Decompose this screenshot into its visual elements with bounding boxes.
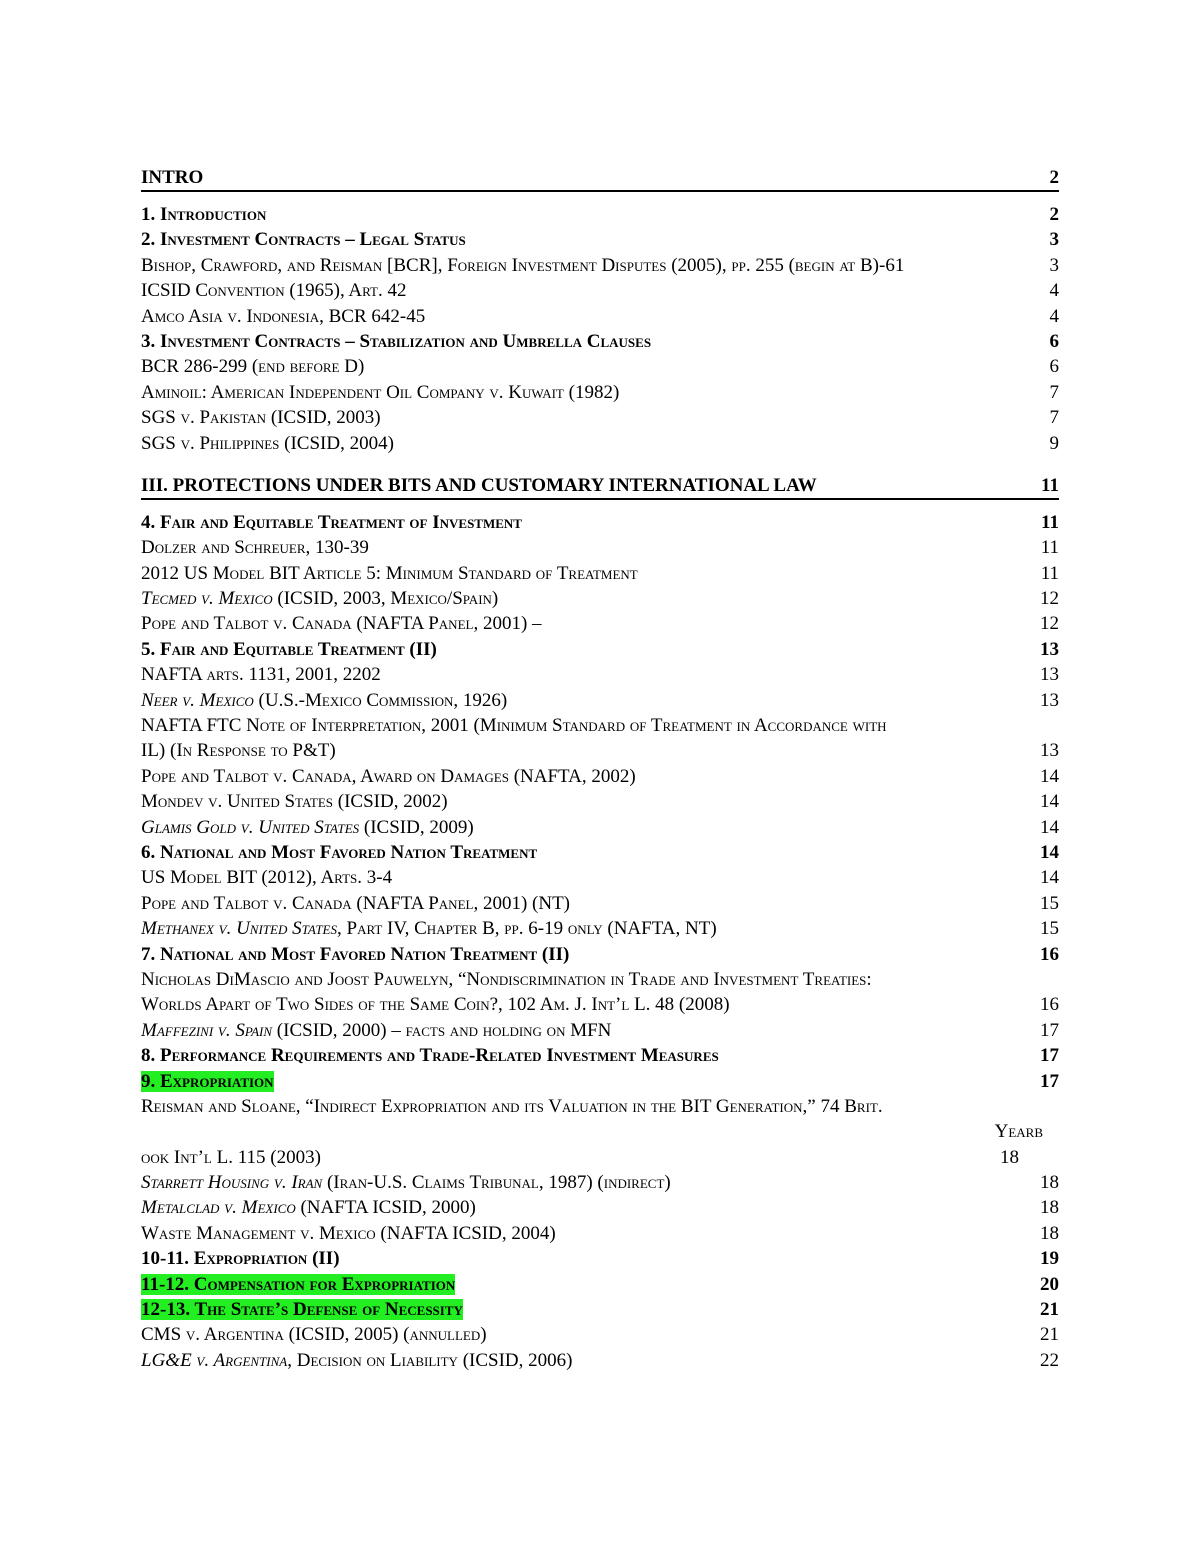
toc-entry[interactable] [141,354,1059,379]
toc-page-number: 6 [1049,330,1059,352]
toc-entry[interactable] [141,1069,1059,1094]
toc-page-number: 20 [1040,1273,1059,1295]
toc-entry-title [141,1322,1034,1347]
toc-entry-text: 4. Fair and Equitable Treatment of Investment [141,511,522,533]
toc-entry-text: Pope and Talbot v. Canada (NAFTA Panel, 2001) (NT) [141,892,571,914]
toc-entry[interactable] [141,1094,1059,1119]
toc-entry-title [141,840,1034,865]
toc-entry-title [141,688,1034,713]
toc-entry-text: NAFTA FTC Note of Interpretation, 2001 (Minimum Standard of Treatment in Accordance with [141,715,887,737]
toc-page-number: 14 [1040,867,1059,889]
toc-entry-text: III. PROTECTIONS UNDER BITS AND CUSTOMARY INTERNATIONAL LAW [141,474,817,496]
toc-entry-text: ICSID Convention (1965), Art. 42 [141,280,407,302]
toc-entry[interactable] [141,840,1059,865]
toc-page-number: 11 [1041,511,1059,533]
toc-page-number: 14 [1040,816,1059,838]
toc-page-number: 13 [1040,664,1059,686]
toc-page-number: 3 [1049,254,1059,276]
toc-entry-text: 9. Expropriation [141,1070,274,1092]
toc-page-number: 2 [1049,167,1059,188]
toc-entry-text: CMS v. Argentina (ICSID, 2005) (annulled) [141,1324,487,1346]
toc-entry-title [141,304,1044,329]
toc-entry-title [141,354,1044,379]
toc-entry-title [141,916,1034,941]
toc-entry-title [141,1170,1034,1195]
toc-page-number: 16 [1040,943,1059,965]
toc-page-number: 18 [1040,1172,1059,1194]
toc-entry[interactable] [141,1170,1059,1195]
toc-entry-text: BCR 286-299 (end before D) [141,356,365,378]
toc-entry-case-name: LG&E v. Argentina [141,1349,288,1371]
toc-entry-title [141,1221,1034,1246]
toc-entry[interactable] [141,380,1059,405]
toc-entry-text: Dolzer and Schreuer, 130-39 [141,537,369,559]
toc-entry-title [141,1195,1034,1220]
toc-entry[interactable] [141,713,1059,738]
toc-entry-title [141,1348,1034,1373]
toc-entry-title [141,474,1035,498]
toc-page-number: 12 [1040,613,1059,635]
toc-entry-text: Yearb [994,1121,1043,1143]
toc-entry-title [141,278,1044,303]
toc-entry[interactable] [141,586,1059,611]
toc-entry-text: 7. National and Most Favored Nation Treatment (II) [141,943,570,965]
toc-page-number: 12 [1040,588,1059,610]
toc-entry-text: (ICSID, 2000) – facts and holding on MFN [272,1019,612,1041]
toc-entry-title [141,865,1034,890]
toc-page-number: 6 [1049,356,1059,378]
toc-entry-text: (ICSID, 2009) [359,816,474,838]
toc-entry[interactable] [141,405,1059,430]
toc-entry-title [141,329,1044,354]
toc-entry-text: Nicholas DiMascio and Joost Pauwelyn, “Nondiscrimination in Trade and Investment Treaties: [141,968,872,990]
toc-entry-text: , Decision on Liability (ICSID, 2006) [287,1349,573,1371]
toc-entry-text: 3. Investment Contracts – Stabilization and Umbrella Clauses [141,330,652,352]
toc-page-number: 7 [1049,381,1059,403]
toc-entry-title [141,992,1034,1017]
toc-entry-title [141,227,1044,252]
toc-page-number: 22 [1040,1349,1059,1371]
toc-entry[interactable] [141,1195,1059,1220]
toc-entry-case-name: Starrett Housing v. Iran [141,1172,323,1194]
toc-page-number: 11 [1040,562,1059,584]
toc-entry-title [141,891,1034,916]
toc-entry-title [141,431,1044,456]
toc-page-number: 18 [1000,1146,1019,1168]
toc-entry[interactable] [141,992,1059,1017]
toc-entry-title [141,764,1034,789]
toc-entry-title [141,1119,1053,1144]
toc-page-number: 15 [1040,918,1059,940]
toc-entry-title [141,1246,1034,1271]
toc-entry-title [141,380,1044,405]
toc-entry[interactable] [141,1018,1059,1043]
toc-page-number: 2 [1049,204,1059,225]
toc-entry-text: SGS v. Philippines (ICSID, 2004) [141,432,394,454]
toc-page-number: 18 [1040,1197,1059,1219]
toc-entry-text: Mondev v. United States (ICSID, 2002) [141,791,448,813]
toc-entry-title [141,1145,994,1170]
toc-entry-text: 6. National and Most Favored Nation Treatment [141,841,538,863]
toc-entry-title [141,166,1044,190]
toc-entry-title [141,789,1034,814]
toc-entry-text: IL) (In Response to P&T) [141,740,336,762]
toc-entry-title [141,942,1034,967]
table-of-contents [141,166,1059,1373]
toc-entry[interactable] [141,1246,1059,1271]
toc-page-number: 17 [1040,1019,1059,1041]
toc-entry-title [141,637,1034,662]
toc-entry-title [141,611,1034,636]
toc-entry[interactable] [141,202,1059,227]
toc-entry[interactable] [141,1119,1059,1144]
toc-entry-text: Pope and Talbot v. Canada, Award on Damages (NAFTA, 2002) [141,765,636,787]
toc-entry-title [141,1043,1034,1068]
toc-page-number: 13 [1040,638,1059,660]
toc-entry-text: SGS v. Pakistan (ICSID, 2003) [141,407,381,429]
toc-entry-title [141,967,1053,992]
toc-entry-case-name: Glamis Gold v. United States [141,816,360,838]
toc-entry-text: ook Int’l L. 115 (2003) [141,1146,321,1168]
toc-entry-title [141,1272,1034,1297]
toc-entry-text: , Part IV, Chapter B, pp. 6-19 only (NAFTA, NT) [337,918,717,940]
toc-page-number: 18 [1040,1222,1059,1244]
toc-entry[interactable] [141,611,1059,636]
toc-entry-text: Worlds Apart of Two Sides of the Same Coin?, 102 Am. J. Int’l L. 48 (2008) [141,994,730,1016]
toc-entry[interactable] [141,1297,1059,1322]
toc-entry-text: 5. Fair and Equitable Treatment (II) [141,638,437,660]
toc-entry[interactable] [141,329,1059,354]
toc-entry[interactable] [141,278,1059,303]
toc-page-number: 11 [1041,474,1059,496]
toc-entry-title [141,510,1035,535]
toc-entry[interactable] [141,431,1059,456]
toc-entry[interactable] [141,942,1059,967]
toc-entry-title [141,1069,1034,1094]
toc-entry[interactable] [141,304,1059,329]
toc-entry-text: 10-11. Expropriation (II) [141,1248,340,1270]
toc-entry-title [141,561,1035,586]
toc-entry[interactable] [141,227,1059,252]
toc-page-number: 13 [1040,689,1059,711]
toc-entry-case-name: Tecmed v. Mexico [141,588,273,610]
toc-entry-text: Amco Asia v. Indonesia, BCR 642-45 [141,305,426,327]
toc-entry[interactable] [141,535,1059,560]
toc-page-number: 13 [1040,740,1059,762]
toc-entry-text: 2. Investment Contracts – Legal Status [141,229,466,251]
toc-entry-title [141,586,1034,611]
toc-entry-text: Pope and Talbot v. Canada (NAFTA Panel, 2001) – [141,613,542,635]
toc-entry-title [141,738,1034,763]
toc-entry-text: 12-13. The State’s Defense of Necessity [141,1299,463,1321]
toc-entry-case-name: Neer v. Mexico [141,689,254,711]
toc-entry-text: INTRO [141,167,204,188]
toc-section-heading[interactable] [141,474,1059,500]
toc-entry-title [141,253,1044,278]
toc-entry[interactable] [141,789,1059,814]
toc-page-number: 4 [1049,305,1059,327]
toc-entry-title [141,815,1034,840]
toc-page-number: 3 [1049,229,1059,251]
toc-entry-text: 8. Performance Requirements and Trade-Related Investment Measures [141,1045,719,1067]
toc-entry[interactable] [141,510,1059,535]
toc-entry[interactable] [141,1043,1059,1068]
toc-entry-text: Waste Management v. Mexico (NAFTA ICSID, 2004) [141,1222,556,1244]
toc-entry[interactable] [141,891,1059,916]
toc-entry[interactable] [141,1322,1059,1347]
toc-entry-text: US Model BIT (2012), Arts. 3-4 [141,867,393,889]
toc-entry[interactable] [141,967,1059,992]
toc-entry-text: NAFTA arts. 1131, 2001, 2202 [141,664,381,686]
toc-page-number: 14 [1040,765,1059,787]
toc-page-number: 21 [1040,1299,1059,1321]
toc-entry[interactable] [141,1272,1059,1297]
toc-entry-text: 2012 US Model BIT Article 5: Minimum Standard of Treatment [141,562,638,584]
toc-entry[interactable] [141,1348,1059,1373]
toc-entry[interactable] [141,815,1059,840]
toc-entry-title [141,713,1053,738]
toc-entry-title [141,1094,1053,1119]
toc-entry-text: (Iran-U.S. Claims Tribunal, 1987) (indirect) [322,1172,671,1194]
toc-entry-text: (ICSID, 2003, Mexico/Spain) [272,588,499,610]
toc-entry[interactable] [141,916,1059,941]
toc-entry[interactable] [141,637,1059,662]
toc-entry-text: (U.S.-Mexico Commission, 1926) [253,689,508,711]
toc-page-number: 17 [1040,1045,1059,1067]
toc-entry-text: Bishop, Crawford, and Reisman [BCR], Foreign Investment Disputes (2005), pp. 255 (begin at B)-61 [141,254,905,276]
toc-entry-text: (NAFTA ICSID, 2000) [295,1197,476,1219]
toc-page-number: 21 [1040,1324,1059,1346]
toc-entry[interactable] [141,865,1059,890]
toc-entry[interactable] [141,1145,1059,1170]
toc-entry-text: 1. Introduction [141,204,267,225]
toc-entry-title [141,405,1044,430]
toc-page-number: 14 [1040,841,1059,863]
toc-page-number: 7 [1049,407,1059,429]
toc-page-number: 19 [1040,1248,1059,1270]
toc-page-number: 14 [1040,791,1059,813]
toc-entry-case-name: Methanex v. United States [141,918,337,940]
toc-entry[interactable] [141,738,1059,763]
toc-page-number: 15 [1040,892,1059,914]
toc-entry-title [141,202,1044,227]
toc-entry[interactable] [141,1221,1059,1246]
toc-entry-case-name: Maffezini v. Spain [141,1019,273,1041]
toc-page-number: 16 [1040,994,1059,1016]
toc-page-number: 4 [1049,280,1059,302]
toc-entry[interactable] [141,253,1059,278]
toc-entry-title [141,662,1034,687]
toc-page-number: 9 [1049,432,1059,454]
toc-entry-title [141,1018,1034,1043]
toc-entry-text: Aminoil: American Independent Oil Company v. Kuwait (1982) [141,381,620,403]
toc-entry-title [141,535,1035,560]
toc-entry[interactable] [141,662,1059,687]
toc-entry-text: Reisman and Sloane, “Indirect Expropriation and its Valuation in the BIT Generation,” 74 Brit. [141,1095,883,1117]
toc-entry-case-name: Metalclad v. Mexico [141,1197,296,1219]
toc-entry-text: 11-12. Compensation for Expropriation [141,1273,456,1295]
toc-page-number: 11 [1040,537,1059,559]
toc-section-heading[interactable] [141,166,1059,192]
toc-page-number: 17 [1040,1070,1059,1092]
toc-entry[interactable] [141,688,1059,713]
toc-entry[interactable] [141,561,1059,586]
toc-entry-title [141,1297,1034,1322]
toc-entry[interactable] [141,764,1059,789]
